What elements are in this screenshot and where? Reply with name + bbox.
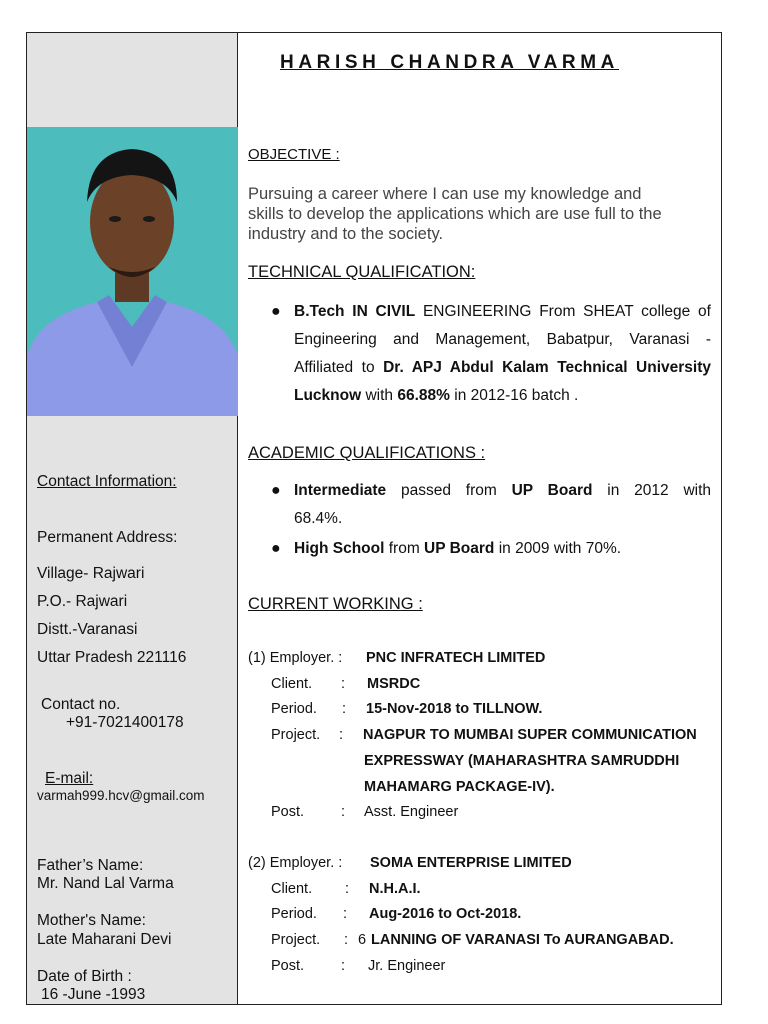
- academic-text: in 2009 with 70%.: [494, 540, 622, 557]
- job1-client: MSRDC: [367, 676, 421, 692]
- tech-percent: 66.88%: [397, 387, 450, 404]
- job2-post: Jr. Engineer: [368, 958, 446, 974]
- job2-employer-label: (2) Employer. :: [248, 855, 343, 871]
- email-value: varmah999.hcv@gmail.com: [37, 788, 205, 803]
- board-name: UP Board: [511, 482, 593, 499]
- intermediate-percent: 68.4%.: [294, 510, 343, 527]
- job1-project-line: MAHAMARG PACKAGE-IV).: [364, 779, 555, 795]
- job2-client-label: Client.: [271, 881, 313, 897]
- academic-text: in 2012 with: [592, 482, 712, 499]
- job1-employer: PNC INFRATECH LIMITED: [366, 650, 546, 666]
- job1-period-label: Period.: [271, 701, 317, 717]
- dob-value: 16 -June -1993: [41, 986, 146, 1003]
- address-line: Uttar Pradesh 221116: [37, 649, 187, 666]
- father-name-value: Mr. Nand Lal Varma: [37, 875, 174, 892]
- intermediate-label: Intermediate: [294, 482, 387, 499]
- technical-heading: TECHNICAL QUALIFICATION:: [248, 263, 476, 281]
- job2-project-prefix: 6: [358, 932, 367, 948]
- job2-period-label: Period.: [271, 906, 317, 922]
- colon: :: [345, 881, 350, 897]
- bullet-icon: ●: [271, 303, 281, 320]
- academic-item-intermediate: [294, 477, 711, 533]
- contact-no-value: +91-7021400178: [66, 714, 184, 731]
- job1-project-label: Project.: [271, 727, 321, 743]
- academic-heading: ACADEMIC QUALIFICATIONS :: [248, 444, 486, 462]
- board-name: UP Board: [424, 540, 495, 557]
- job1-project-line: EXPRESSWAY (MAHARASHTRA SAMRUDDHI: [364, 753, 680, 769]
- dob-label: Date of Birth: [37, 968, 124, 985]
- father-label: Father’s Name: [37, 857, 139, 874]
- colon: :: [342, 701, 347, 717]
- job2-period: Aug-2016 to Oct-2018.: [369, 906, 522, 922]
- dob-label-row: [37, 968, 132, 986]
- colon: :: [341, 958, 346, 974]
- father-name-label: [37, 857, 143, 875]
- email-label: E-mail:: [45, 770, 94, 787]
- university-city: Lucknow: [294, 387, 362, 404]
- tech-batch: in 2012-16 batch .: [449, 387, 579, 404]
- bullet-icon: ●: [271, 482, 281, 499]
- job1-client-label: Client.: [271, 676, 313, 692]
- permanent-address-heading: Permanent Address:: [37, 529, 178, 546]
- objective-heading: OBJECTIVE :: [248, 146, 340, 163]
- mother-name-value: Late Maharani Devi: [37, 931, 172, 948]
- contact-info-heading: Contact Information:: [37, 473, 177, 490]
- tech-affiliated: Affiliated to: [294, 359, 384, 376]
- profile-photo: [27, 127, 238, 416]
- address-line: Village- Rajwari: [37, 565, 145, 582]
- colon: :: [343, 906, 348, 922]
- degree: B.Tech IN CIVIL: [294, 303, 416, 320]
- academic-item-highschool: [294, 535, 711, 563]
- objective-line: Pursuing a career where I can use my knowledge and: [248, 185, 642, 203]
- highschool-label: High School: [294, 540, 385, 557]
- academic-text: from: [384, 540, 425, 557]
- job1-period: 15-Nov-2018 to TILLNOW.: [366, 701, 543, 717]
- degree-rest: ENGINEERING From SHEAT college of: [415, 303, 711, 320]
- job2-client: N.H.A.I.: [369, 881, 421, 897]
- objective-text: [248, 184, 713, 244]
- dob-colon: :: [123, 968, 132, 985]
- father-colon: :: [138, 857, 144, 874]
- candidate-name: HARISH CHANDRA VARMA: [280, 52, 619, 73]
- tech-with: with: [361, 387, 398, 404]
- mother-name-label: Mother's Name:: [37, 912, 146, 929]
- academic-text: passed from: [386, 482, 512, 499]
- job1-post-label: Post.: [271, 804, 305, 820]
- contact-no-label: Contact no.: [41, 696, 121, 713]
- address-line: Distt.-Varanasi: [37, 621, 138, 638]
- job2-project-label: Project.: [271, 932, 321, 948]
- objective-line: skills to develop the applications which are use full to the: [248, 205, 662, 223]
- job2-post-label: Post.: [271, 958, 305, 974]
- colon: :: [341, 676, 346, 692]
- objective-line: industry and to the society.: [248, 225, 444, 243]
- colon: :: [339, 727, 344, 743]
- job1-project-line: NAGPUR TO MUMBAI SUPER COMMUNICATION: [363, 727, 697, 743]
- university: Dr. APJ Abdul Kalam Technical University: [383, 359, 711, 376]
- tech-line: Engineering and Management, Babatpur, Varanasi -: [294, 331, 711, 348]
- job1-employer-label: (1) Employer. :: [248, 650, 343, 666]
- current-working-heading: CURRENT WORKING :: [248, 595, 423, 613]
- address-line: P.O.- Rajwari: [37, 593, 128, 610]
- colon: :: [344, 932, 349, 948]
- colon: :: [341, 804, 346, 820]
- job2-employer: SOMA ENTERPRISE LIMITED: [370, 855, 572, 871]
- technical-item: [294, 298, 711, 410]
- job1-post: Asst. Engineer: [364, 804, 459, 820]
- bullet-icon: ●: [271, 540, 281, 557]
- job2-project: LANNING OF VARANASI To AURANGABAD.: [371, 932, 674, 948]
